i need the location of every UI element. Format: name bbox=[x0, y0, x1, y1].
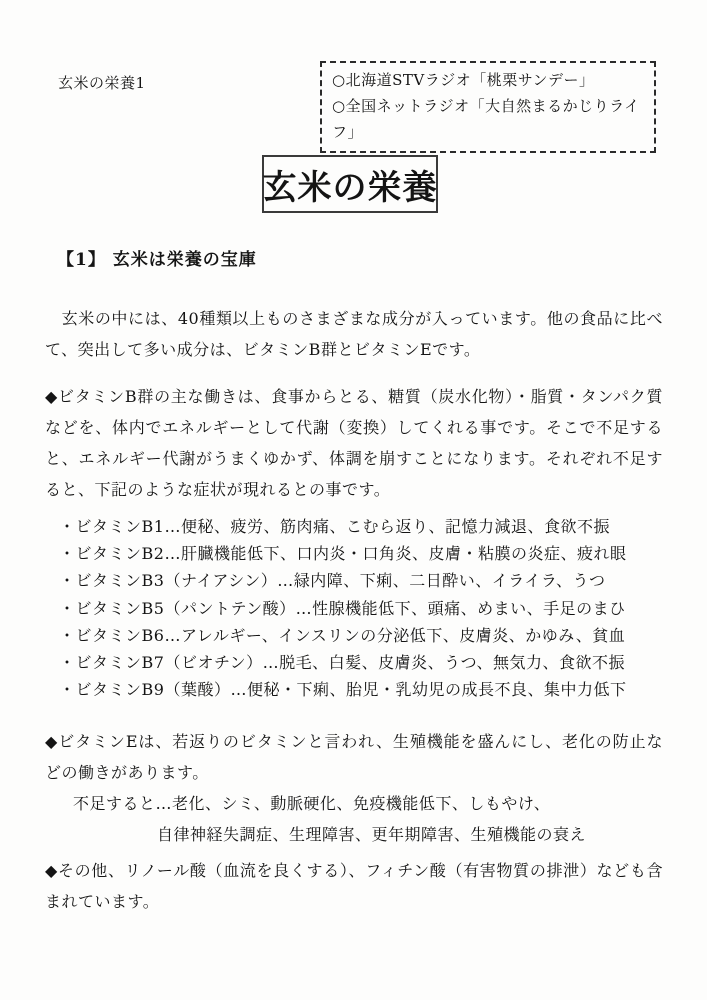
list-item-vitamin-b6: ・ビタミンB6…アレルギー、インスリンの分泌低下、皮膚炎、かゆみ、貧血 bbox=[59, 625, 626, 645]
document-title-box bbox=[262, 155, 438, 213]
vitamin-e-deficiency-line-1: 不足すると…老化、シミ、動脈硬化、免疫機能低下、しもやけ、 bbox=[73, 794, 551, 813]
radio-program-line-2: ○全国ネットラジオ「大自然まるかじりライフ」 bbox=[332, 97, 640, 141]
vitamin-b-lead-paragraph: ◆ビタミンB群の主な働きは、食事からとる、糖質（炭水化物）・脂質・タンパク質などを、体内でエネルギーとして代謝（変換）してくれる事です。そこで不足すると、エネルギー代謝がうまくゆかず、体調を崩すことになります。それぞれ不足すると、下記のような症状が現れるとの事です。 bbox=[45, 387, 663, 499]
intro-paragraph: 玄米の中には、40種類以上ものさまざまな成分が入っています。他の食品に比べて、突出して多い成分は、ビタミンB群とビタミンEです。 bbox=[45, 309, 663, 359]
page-header-label: 玄米の栄養1 bbox=[58, 74, 146, 92]
radio-program-line-1: ○北海道STVラジオ「桃栗サンデー」 bbox=[332, 71, 595, 89]
list-item-vitamin-b7: ・ビタミンB7（ビオチン）…脱毛、白髪、皮膚炎、うつ、無気力、食欲不振 bbox=[59, 653, 625, 673]
vitamin-e-deficiency-line-2: 自律神経失調症、生理障害、更年期障害、生殖機能の衰え bbox=[157, 825, 587, 844]
list-item-vitamin-b9: ・ビタミンB9（葉酸）…便秘・下痢、胎児・乳幼児の成長不良、集中力低下 bbox=[59, 680, 627, 700]
list-item-vitamin-b1: ・ビタミンB1…便秘、疲労、筋肉痛、こむら返り、記憶力減退、食欲不振 bbox=[59, 517, 610, 536]
vitamin-e-section bbox=[45, 726, 663, 850]
other-components-paragraph: ◆その他、リノール酸（血流を良くする）、フィチン酸（有害物質の排泄）なども含まれています。 bbox=[45, 861, 663, 911]
document-title: 玄米の栄養 bbox=[262, 167, 438, 208]
list-item-vitamin-b3: ・ビタミンB3（ナイアシン）…緑内障、下痢、二日酔い、イライラ、うつ bbox=[59, 571, 606, 591]
list-item-vitamin-b5: ・ビタミンB5（パントテン酸）…性腺機能低下、頭痛、めまい、手足のまひ bbox=[59, 598, 626, 618]
section-1-heading: 【1】 玄米は栄養の宝庫 bbox=[57, 250, 257, 270]
list-item-vitamin-b2: ・ビタミンB2…肝臓機能低下、口内炎・口角炎、皮膚・粘膜の炎症、疲れ眼 bbox=[59, 544, 627, 564]
radio-program-box bbox=[320, 61, 656, 153]
vitamin-b-symptom-list bbox=[59, 513, 663, 703]
vitamin-e-lead-paragraph: ◆ビタミンEは、若返りのビタミンと言われ、生殖機能を盛んにし、老化の防止などの働きがあります。 bbox=[45, 732, 663, 782]
